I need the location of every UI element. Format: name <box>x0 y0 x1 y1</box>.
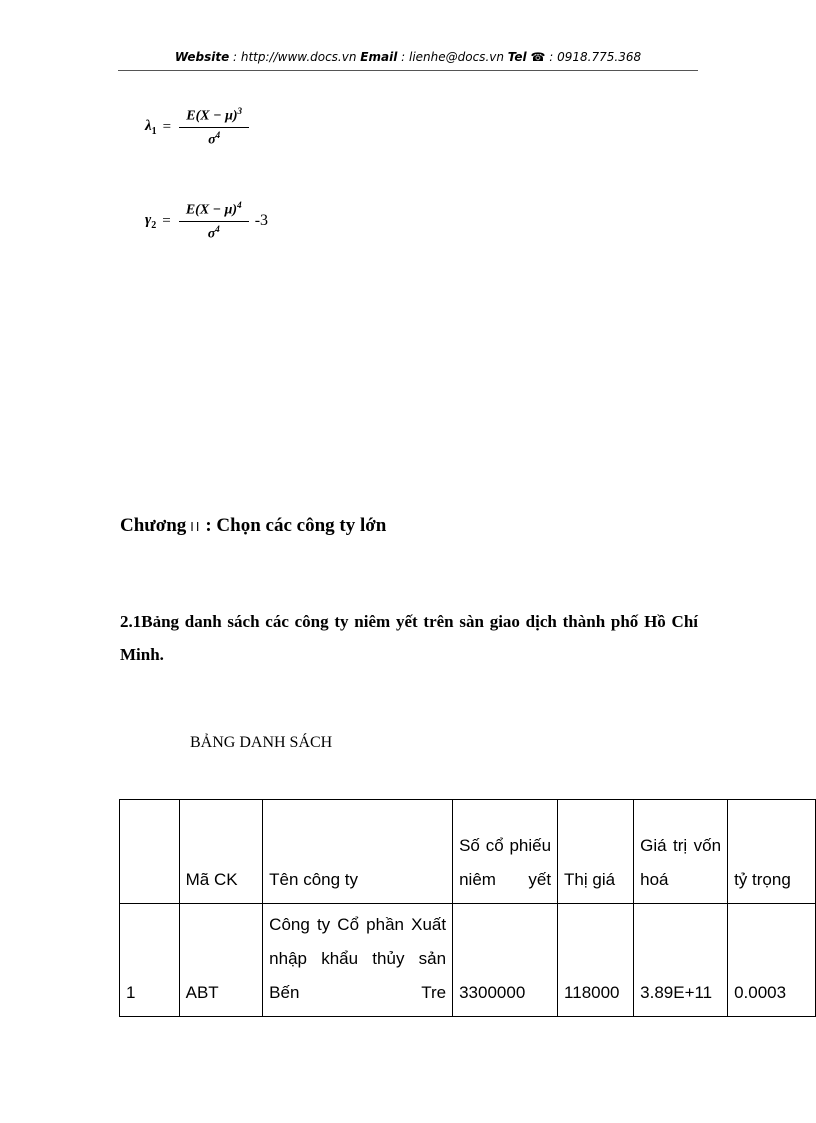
email-label: Email <box>360 50 398 64</box>
header-cell-market-cap: Giá trị vốn hoá <box>634 800 728 904</box>
table-row <box>120 904 816 1017</box>
chapter-prefix: Chương <box>120 515 187 536</box>
cell-market-cap: 3.89E+11 <box>634 904 728 1017</box>
header-cell-shares: Số cổ phiếu niêm yết <box>453 800 558 904</box>
chapter-title: : Chọn các công ty lớn <box>205 515 387 536</box>
formula-lhs: $\gamma_2$ <box>145 211 157 231</box>
formula-kurtosis <box>145 200 268 242</box>
header-rule <box>118 70 698 71</box>
website-label: Website <box>174 50 230 64</box>
company-table <box>119 799 816 1017</box>
section-heading: 2.1Bảng danh sách các công ty niêm yết trên sàn giao dịch thành phố Hồ Chí Minh. <box>120 612 698 664</box>
header-cell-price: Thị giá <box>558 800 634 904</box>
formula-tail: -3 <box>254 212 269 230</box>
cell-index: 1 <box>120 904 180 1017</box>
formula-lhs: $\lambda_1$ <box>145 117 157 137</box>
header-cell-weight: tỷ trọng <box>728 800 816 904</box>
denominator: $\sigma^4$ <box>208 129 221 148</box>
website-value: : http://www.docs.vn <box>229 50 361 64</box>
header-cell-code: Mã CK <box>179 800 263 904</box>
phone-icon: ☎ <box>530 50 546 64</box>
page-header <box>118 50 698 64</box>
cell-weight: 0.0003 <box>728 904 816 1017</box>
cell-company-name: Công ty Cổ phần Xuất nhập khẩu thủy sản Bến Tre <box>263 904 453 1017</box>
cell-price: 118000 <box>558 904 634 1017</box>
chapter-number: II <box>190 520 202 534</box>
equals-sign: = <box>162 212 171 229</box>
table-header-row <box>120 800 816 904</box>
cell-code: ABT <box>179 904 263 1017</box>
header-cell-name: Tên công ty <box>263 800 453 904</box>
cell-shares: 3300000 <box>453 904 558 1017</box>
header-cell-index <box>120 800 180 904</box>
numerator: $E(X - \mu)^3$ <box>186 106 243 124</box>
equals-sign: = <box>162 118 172 135</box>
fraction <box>179 200 249 242</box>
chapter-heading <box>120 515 386 537</box>
numerator: $E(X - \mu)^4$ <box>185 200 242 218</box>
table-title: BẢNG DANH SÁCH <box>190 734 333 751</box>
fraction <box>179 106 249 148</box>
denominator: $\sigma^4$ <box>207 223 220 242</box>
tel-value: : 0918.775.368 <box>545 50 642 64</box>
tel-label: Tel <box>507 50 527 64</box>
formula-skewness <box>145 106 255 148</box>
email-value: : lienhe@docs.vn <box>397 50 508 64</box>
